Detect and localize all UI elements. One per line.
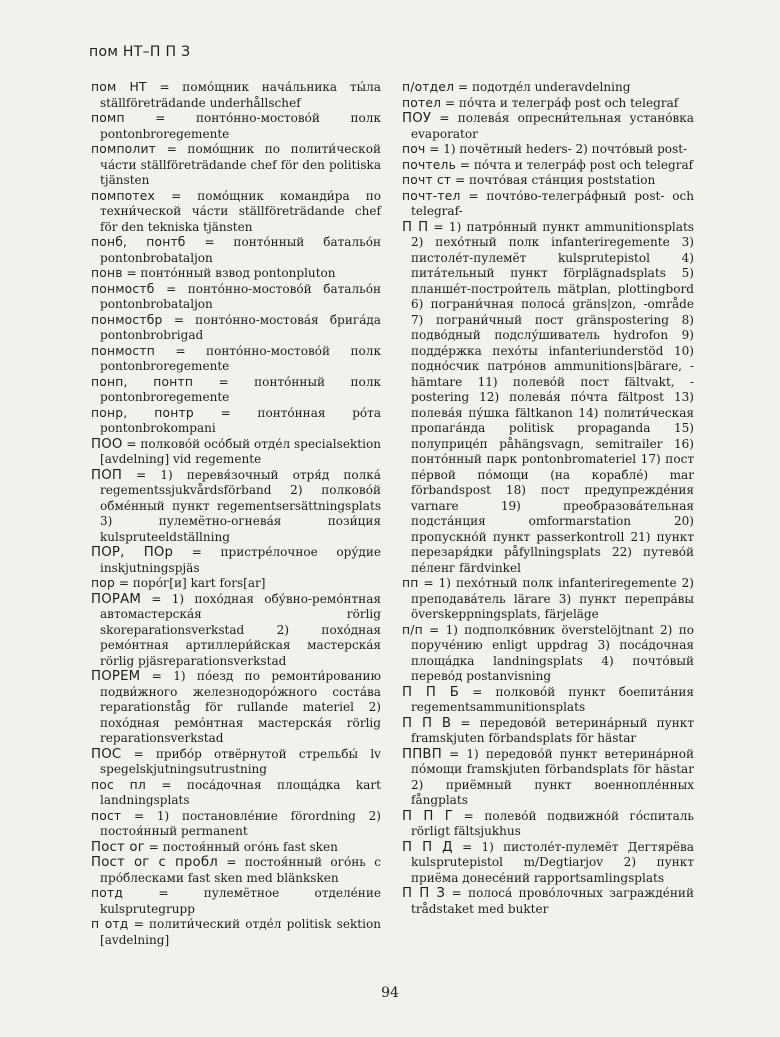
entry-headword: почтель xyxy=(402,157,457,172)
entry-headword: п отд xyxy=(91,917,129,931)
dictionary-entry xyxy=(91,840,381,856)
entry-headword: п/п xyxy=(402,622,423,637)
entry-headword: ПОРЕМ xyxy=(91,669,141,684)
entry-definition: = понто́нно-мостово́й батальо́н pontonbrobataljon xyxy=(100,281,381,311)
entry-headword: понмостб xyxy=(91,281,155,296)
entry-headword: ПОУ xyxy=(402,111,432,126)
entry-definition: = по́чта и телегра́ф post och telegraf xyxy=(459,157,694,172)
dictionary-entry xyxy=(91,142,381,189)
entry-headword: П П Г xyxy=(402,808,454,824)
dictionary-entry xyxy=(402,80,694,96)
entry-headword: помполит xyxy=(91,142,157,156)
entry-headword: П П В xyxy=(402,715,452,731)
entry-definition: = 1) подполко́вник överstelöjtnant 2) по поруче́нию enligt uppdrag 3) поса́дочная площа́дка landningsplats 4) почто́вый перево́д postanvisning xyxy=(411,622,694,683)
dictionary-entry xyxy=(91,592,381,670)
dictionary-entry xyxy=(402,189,694,220)
dictionary-entry xyxy=(402,576,694,623)
dictionary-entry xyxy=(402,173,694,189)
entry-definition: = 1) пехо́тный полк infanteriregemente 2) преподава́тель lärare 3) пункт перепра́вы överskeppningsplats, färjeläge xyxy=(411,576,694,621)
dictionary-entry xyxy=(91,778,381,809)
dictionary-entry xyxy=(91,917,381,948)
entry-definition: = понто́нно-мостова́я брига́да pontonbrobrigad xyxy=(100,312,381,342)
dictionary-entry xyxy=(91,809,381,840)
dictionary-entry xyxy=(91,576,381,592)
entry-definition: = поса́дочная площа́дка kart landningsplats xyxy=(100,777,381,807)
entry-headword: поч xyxy=(402,142,426,156)
dictionary-entry xyxy=(91,235,381,266)
entry-definition: = пристре́лочное ору́дие inskjutningspjäs xyxy=(100,545,381,575)
entry-headword: ПОС xyxy=(91,746,122,762)
dictionary-entry xyxy=(91,344,381,375)
entry-definition: = почто́вая ста́нция poststation xyxy=(455,173,656,187)
dictionary-entry xyxy=(91,669,381,747)
entry-definition: = помо́щник команди́ра по техни́ческой ча́сти ställföreträdande chef för den tekniska tjänsten xyxy=(100,188,381,234)
entry-headword: Пост ог xyxy=(91,839,145,855)
dictionary-entry xyxy=(402,111,694,142)
entry-headword: почт-тел xyxy=(402,188,461,203)
dictionary-entry xyxy=(402,886,694,917)
entry-definition: = 1) перевя́зочный отря́д полка́ regementssjukvårdsförband 2) полково́й обме́нный пункт regementsersättningsplats 3) пулемётно-огнева́я пози́ция kulspruteeldställning xyxy=(100,467,381,544)
dictionary-entry xyxy=(91,80,381,111)
entry-headword: ППВП xyxy=(402,746,442,762)
dictionary-entry xyxy=(402,747,694,809)
dictionary-entry xyxy=(402,158,694,174)
entry-headword: Пост ог с пробл xyxy=(91,855,218,870)
entry-headword: ПОО xyxy=(91,436,123,452)
entry-definition: = понто́нный взвод pontonpluton xyxy=(126,266,336,280)
entry-headword: потд xyxy=(91,886,124,900)
entry-definition: = помо́щник по полити́ческой ча́сти ställföreträdande chef för den politiska tjänsten xyxy=(100,142,381,187)
dictionary-entry xyxy=(402,220,694,577)
entry-definition: = полити́ческий отде́л politisk sektion [avdelning] xyxy=(100,917,381,947)
entry-headword: ПОР, ПОр xyxy=(91,545,174,560)
entry-headword: понв xyxy=(91,266,123,280)
entry-definition: = 1) похо́дная обу́вно-ремо́нтная автомастерска́я rörlig skoreparationsverkstad 2) похо́дная ремо́нтная артиллери́йская мастерска́я rörlig pjäsreparationsverkstad xyxy=(100,591,381,668)
dictionary-entry xyxy=(91,406,381,437)
dictionary-entry xyxy=(91,545,381,576)
page-number: 94 xyxy=(381,985,399,1001)
entry-headword: понп, понтп xyxy=(91,374,194,389)
running-head: пом НТ–П П З xyxy=(89,44,191,60)
entry-headword: пом НТ xyxy=(91,80,147,94)
dictionary-entry xyxy=(402,623,694,685)
entry-definition: = по́чта и телегра́ф post och telegraf xyxy=(445,95,679,110)
entry-definition: = 1) патро́нный пункт ammunitionsplats 2) пехо́тный полк infanteriregemente 3) пистоле́т-пулемёт kulsprutepistol 4) пита́тельный пункт förplägnadsplats 5) планше́т-построи́тель mätplan, plottingbord 6) пограни́чная полоса́ gräns|zon, -område 7) пограни́чный пост gränspostering 8) подво́дный подслу́шиватель hydrofon 9) подде́ржка пехо́ты infanteriunderstöd 10) подно́счик патро́нов ammunitions|bärare, -hämtare 11) полево́й пост fältvakt, -postering 12) полева́я по́чта fältpost 13) полева́я пу́шка fältkanon 14) полити́ческая пропага́нда politisk propaganda 15) полуприце́п påhängsvagn, semitrailer 16) понто́нный парк pontonbromateriel 17) пост пе́рвой по́мощи (на корабле́) mar förbandspost 18) пост предупрежде́ния varnare 19) преобразова́тельная подста́нция omformarstation 20) пропускно́й пункт passerkontroll 21) пункт перезаря́дки påfyllningsplats 22) путево́й пе́ленг färdvinkel xyxy=(411,219,694,575)
entry-definition: = подотде́л underavdelning xyxy=(458,80,631,94)
left-column xyxy=(91,80,381,948)
dictionary-entry xyxy=(91,313,381,344)
entry-definition: = постоя́нный ого́нь с про́блесками fast sken med blänksken xyxy=(100,855,381,885)
dictionary-entry xyxy=(402,716,694,747)
dictionary-entry xyxy=(91,282,381,313)
entry-headword: помпотех xyxy=(91,188,156,203)
entry-definition: = прибо́р отвёрнутой стрельбы́ lv spegelskjutningsutrustning xyxy=(100,746,381,776)
entry-headword: понр, понтр xyxy=(91,405,194,420)
entry-headword: ПОРАМ xyxy=(91,591,142,607)
dictionary-entry xyxy=(402,809,694,840)
entry-definition: = 1) пистоле́т-пулемёт Дегтярёва kulsprutepistol m/Degtiarjov 2) пункт приёма донесе́ний rapportsamlingsplats xyxy=(411,839,694,885)
entry-definition: = пулемётное отделе́ние kulsprutegrupp xyxy=(100,886,381,916)
entry-definition: = полево́й подвижно́й го́спиталь rörligt fältsjukhus xyxy=(411,808,694,838)
entry-definition: = полоса́ прово́лочных загражде́ний trådstaket med bukter xyxy=(411,886,694,916)
entry-definition: = понто́нно-мостово́й полк pontonbroregemente xyxy=(100,343,381,373)
entry-definition: = почто́во-телегра́фный post- och telegraf- xyxy=(411,188,694,218)
entry-headword: П П Д xyxy=(402,839,453,855)
entry-definition: = 1) постановле́ние förordning 2) постоя́нный permanent xyxy=(100,808,381,838)
dictionary-entry xyxy=(91,266,381,282)
entry-definition: = постоя́нный ого́нь fast sken xyxy=(148,839,338,854)
entry-headword: пор xyxy=(91,576,115,590)
entry-definition: = 1) почётный heders- 2) почто́вый post- xyxy=(429,142,688,156)
dictionary-entry xyxy=(91,855,381,886)
entry-headword: пос пл xyxy=(91,777,146,792)
entry-definition: = полково́й осо́бый отде́л specialsektion [avdelning] vid regemente xyxy=(100,436,381,466)
entry-definition: = понто́нно-мостово́й полк pontonbroregemente xyxy=(100,111,381,141)
entry-headword: п/отдел xyxy=(402,80,455,94)
entry-headword: П П xyxy=(402,219,429,235)
entry-definition: = 1) передово́й пункт ветерина́рной по́мощи framskjuten förbandsplats för hästar 2) приёмный пункт военнопле́нных fångplats xyxy=(411,746,694,807)
entry-headword: понмостп xyxy=(91,343,155,358)
dictionary-entry xyxy=(91,886,381,917)
entry-definition: = полково́й пункт боепита́ния regementsammunitionsplats xyxy=(411,684,694,714)
entry-headword: понб, понтб xyxy=(91,235,186,249)
entry-headword: ПОП xyxy=(91,467,123,483)
entry-definition: = понто́нный батальо́н pontonbrobataljon xyxy=(100,235,381,265)
dictionary-entry xyxy=(91,468,381,546)
entry-headword: пп xyxy=(402,576,419,590)
dictionary-entry xyxy=(402,685,694,716)
entry-headword: пост xyxy=(91,808,122,823)
entry-definition: = поро́г[и] kart fors[ar] xyxy=(118,576,266,590)
dictionary-entry xyxy=(91,189,381,236)
entry-definition: = 1) по́езд по ремонти́рованию подви́жного железнодоро́жного соста́ва reparationståg för rullande materiel 2) похо́дная ремо́нтная мастерска́я rörlig reparationsverkstad xyxy=(100,669,381,745)
entry-headword: помп xyxy=(91,111,125,125)
right-column xyxy=(402,80,694,917)
entry-headword: П П Б xyxy=(402,684,460,700)
dictionary-entry xyxy=(402,840,694,887)
entry-definition: = помо́щник нача́льника ты́ла ställföreträdande underhållschef xyxy=(100,80,381,110)
dictionary-entry xyxy=(402,96,694,112)
entry-definition: = понто́нная ро́та pontonbrokompani xyxy=(100,405,382,435)
dictionary-entry xyxy=(91,111,381,142)
entry-headword: почт ст xyxy=(402,173,452,187)
dictionary-entry xyxy=(402,142,694,158)
dictionary-entry xyxy=(91,437,381,468)
entry-definition: = понто́нный полк pontonbroregemente xyxy=(100,374,381,404)
entry-headword: потел xyxy=(402,95,442,110)
entry-definition: = передово́й ветерина́рный пункт framskjuten förbandsplats för hästar xyxy=(411,715,694,745)
entry-headword: понмостбр xyxy=(91,312,163,327)
dictionary-entry xyxy=(91,747,381,778)
dictionary-entry xyxy=(91,375,381,406)
entry-definition: = полева́я опресни́тельная устано́вка evaporator xyxy=(411,111,694,141)
entry-headword: П П З xyxy=(402,886,446,901)
